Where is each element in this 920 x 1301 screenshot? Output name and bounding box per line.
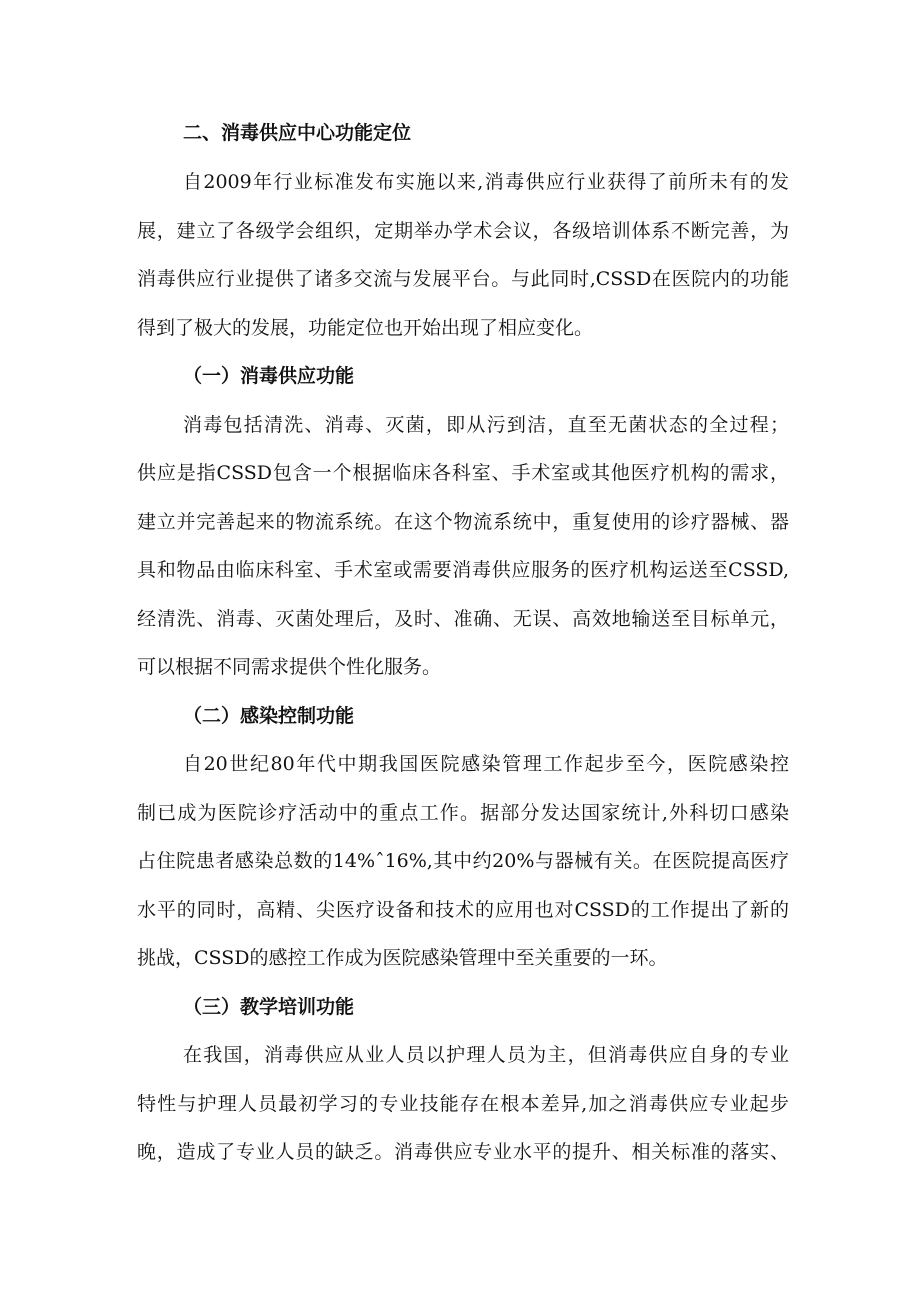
sub2-line-2: 制已成为医院诊疗活动中的重点工作。据部分发达国家统计,外科切口感染	[137, 802, 789, 824]
intro-line-1: 自2009年行业标准发布实施以来,消毒供应行业获得了前所未有的发	[183, 171, 789, 193]
sub2-line-3: 占住院患者感染总数的14%ˆ16%,其中约20%与器械有关。在医院提高医疗	[137, 850, 789, 872]
intro-line-4: 得到了极大的发展，功能定位也开始出现了相应变化。	[137, 317, 594, 339]
sub1-line-2: 供应是指CSSD包含一个根据临床各科室、手术室或其他医疗机构的需求，	[137, 462, 789, 484]
subsection-title-1: （一）消毒供应功能	[183, 365, 355, 387]
subsection-title-3: （三）教学培训功能	[183, 996, 355, 1018]
sub1-line-3: 建立并完善起来的物流系统。在这个物流系统中，重复使用的诊疗器械、器	[137, 511, 789, 533]
intro-line-2: 展，建立了各级学会组织，定期举办学术会议，各级培训体系不断完善，为	[137, 220, 789, 242]
intro-line-3: 消毒供应行业提供了诸多交流与发展平台。与此同时,CSSD在医院内的功能	[137, 268, 789, 290]
sub1-line-4: 具和物品由临床科室、手术室或需要消毒供应服务的医疗机构运送至CSSD,	[137, 559, 789, 581]
subsection-title-2: （二）感染控制功能	[183, 705, 355, 727]
sub2-line-4: 水平的同时，高精、尖医疗设备和技术的应用也对CSSD的工作提出了新的	[137, 899, 789, 921]
sub1-line-5: 经清洗、消毒、灭菌处理后，及时、准确、无误、高效地输送至目标单元，	[137, 608, 789, 630]
section-title: 二、消毒供应中心功能定位	[183, 122, 412, 144]
sub2-line-5: 挑战，CSSD的感控工作成为医院感染管理中至关重要的一环。	[137, 947, 668, 969]
sub2-line-1: 自20世纪80年代中期我国医院感染管理工作起步至今，医院感染控	[183, 753, 789, 775]
sub1-line-1: 消毒包括清洗、消毒、灭菌，即从污到洁，直至无菌状态的全过程；	[183, 414, 789, 436]
sub3-line-3: 晚，造成了专业人员的缺乏。消毒供应专业水平的提升、相关标准的落实、	[137, 1141, 789, 1163]
sub3-line-2: 特性与护理人员最初学习的专业技能存在根本差异,加之消毒供应专业起步	[137, 1093, 789, 1115]
sub1-line-6: 可以根据不同需求提供个性化服务。	[137, 656, 442, 678]
sub3-line-1: 在我国，消毒供应从业人员以护理人员为主，但消毒供应自身的专业	[183, 1044, 789, 1066]
